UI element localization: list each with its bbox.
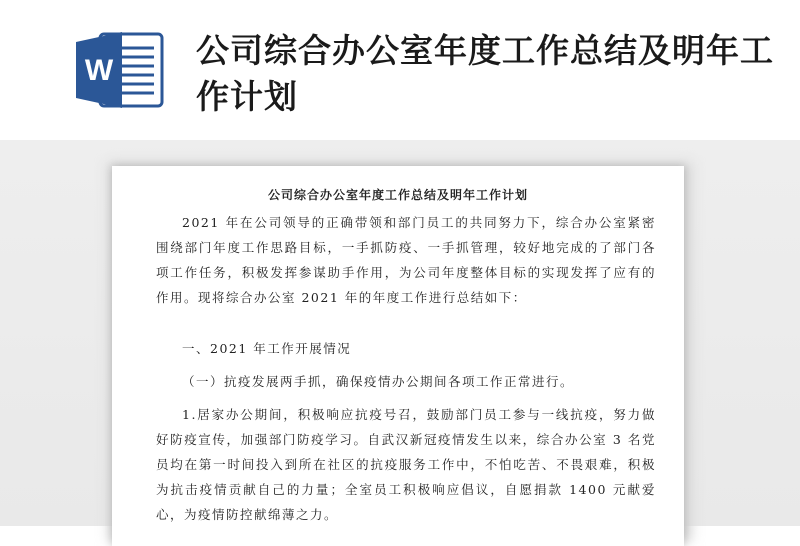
document-page [112,166,684,546]
subsection-heading: （一）抗疫发展两手抓，确保疫情办公期间各项工作正常进行。 [182,374,575,389]
paragraph-intro: 2021 年在公司领导的正确带领和部门员工的共同努力下，综合办公室紧密围绕部门年度工作思路目标，一手抓防疫、一手抓管理，较好地完成的了部门各项工作任务，积极发挥参谋助手作用，为公司年度整体目标的实现发挥了应有的作用。现将综合办公室 2021 年的年度工作进行总结如下： [156,215,656,305]
document-title: 公司综合办公室年度工作总结及明年工作计划 [267,188,528,202]
page-title: 公司综合办公室年度工作总结及明年工作计划 [196,31,774,116]
paragraph-item-1: 1.居家办公期间，积极响应抗疫号召，鼓励部门员工参与一线抗疫，努力做好防疫宣传，加强部门防疫学习。自武汉新冠疫情发生以来，综合办公室 3 名党员均在第一时间投入到所在社区的抗疫服务工作中，不怕吃苦、不畏艰难，积极为抗击疫情贡献自己的力量；全室员工积极响应倡议，自愿捐款 1400 元献爱心，为疫情防控献绵薄之力。 [156,407,656,522]
word-document-icon [76,30,164,110]
section-heading: 一、2021 年工作开展情况 [182,341,352,356]
word-badge-letter: W [84,54,114,87]
header [0,0,800,140]
